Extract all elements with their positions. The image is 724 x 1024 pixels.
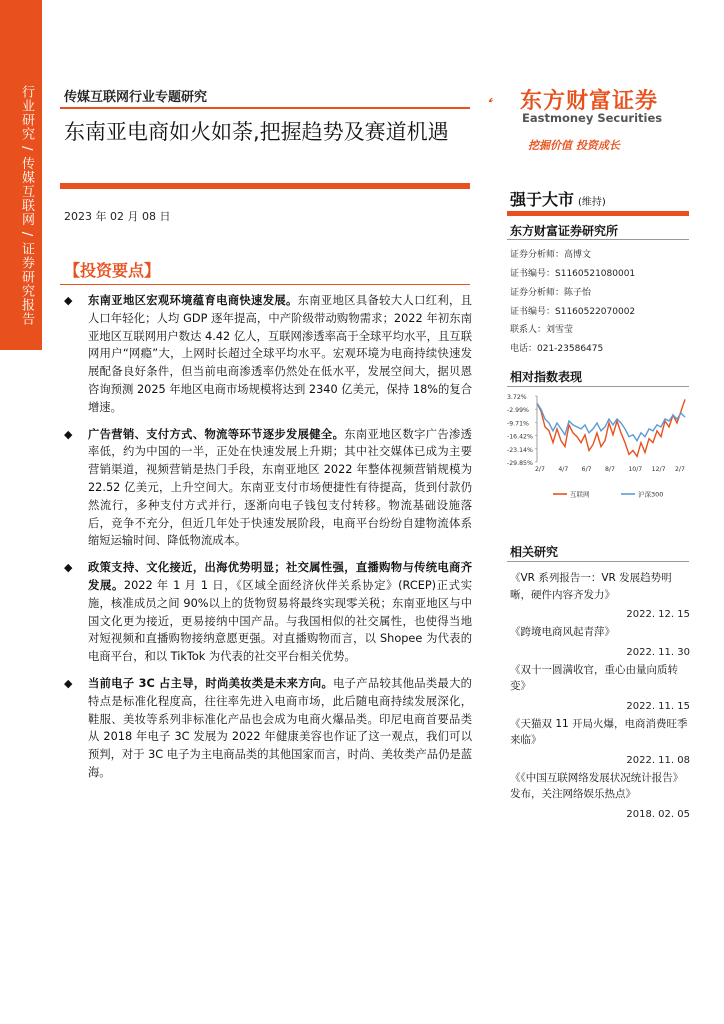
x-tick-label: 8/7 [605,466,615,473]
analyst-line: 证券分析师：高博文 [510,250,592,260]
title-divider [60,183,470,189]
key-point-heading: 政策支持、文化接近，出海优势明显；社交属性强，直播购物与传统电商齐发展。 [88,561,472,592]
key-point [64,292,472,417]
related-list [510,570,690,824]
legend-label: 沪深300 [638,490,664,499]
related-item[interactable] [510,570,690,620]
key-point-text: 电子产品较其他品类最大的特点是标准化程度高，往往率先进入电商市场，此后随电商持续发展深化，鞋服、美妆等系列非标准化产品也会成为电商火爆品类。印尼电商首要品类从 2018 年电子 3C 发展为 2022 年健康美容也作证了这一观点，我们可以预判，对于 3C 电子为主电商品类的其他国家而言，时尚、美妆类产品仍是蓝海。 [88,676,472,779]
analyst-line: 证券分析师：陈子怡 [510,288,592,298]
divider [60,107,470,109]
y-tick-label: -23.14% [507,446,533,454]
brand-logo-icon [488,84,522,118]
key-point-text: 东南亚地区具备较大人口红利，且人口年轻化；人均 GDP 逐年提高，中产阶级带动购物需求；2022 年初东南亚地区互联网用户数达 4.42 亿人，互联网渗透率高于全球平均水平，且互联网用户“网瘾”大，上网时长超过全球平均水平。宏观环境为电商持续快速发展配备良好条件，但当前电商渗透率仍然处在低水平，发展空间大，据贝恩咨询预测 2025 年地区电商市场规模将达到 2340 亿美元，保持 18%的复合增速。 [88,294,472,414]
related-item-date: 2022. 11. 08 [626,754,690,766]
key-point-heading: 当前电子 3C 占主导，时尚美妆类是未来方向。 [88,676,334,690]
key-point-heading: 东南亚地区宏观环境蕴育电商快速发展。 [88,294,298,307]
chart-divider [507,386,689,387]
rating-note: (维持) [578,197,606,208]
report-series: 传媒互联网行业专题研究 [64,90,208,105]
relative-index-title: 相对指数表现 [510,370,583,384]
related-item-title: 《VR 系列报告一：VR 发展趋势明晰，硬件内容齐发力》 [510,572,672,601]
analyst-line: 证书编号：S1160521080001 [510,269,636,279]
legend-label: 互联网 [570,490,590,499]
diamond-icon: ◆ [64,561,73,575]
analyst-line: 证书编号：S1160522070002 [510,307,636,317]
analyst-line: 联系人：刘雪莹 [510,325,574,335]
related-item[interactable] [510,770,690,820]
y-tick-label: -9.71% [507,420,529,428]
series-line [537,399,685,456]
key-point [64,426,472,551]
related-item[interactable] [510,662,690,712]
analyst-line: 电话：021-23586475 [510,344,604,354]
institute-divider [507,239,689,240]
diamond-icon: ◆ [64,427,73,441]
rating-divider [507,211,689,216]
related-item-title: 《天猫双 11 开局火爆，电商消费旺季来临》 [510,717,688,746]
y-tick-label: 3.72% [507,394,527,401]
key-points [64,292,472,791]
key-point-text: 2022 年 1 月 1 日，《区域全面经济伙伴关系协定》(RCEP)正式实施，核准成员之间 90%以上的货物贸易将最终实现零关税；东南亚地区与中国文化更为接近，更易接纳中国产品。与我国相似的社交属性，也使得当地对短视频和直播购物接纳意愿更强。对直播购物而言，以 Shopee 为代表的电商平台，和以 TikTok 为代表的社交平台相关优势。 [88,578,472,664]
sidebar [0,0,42,1024]
key-point-text: 东南亚地区数字广告渗透率低，约为中国的一半，正处在快速发展上升期；其中社交媒体已成为主要营销渠道，视频营销是热门手段，东南亚地区 2022 年整体视频营销规模为 22.52 亿美元，上升空间大。东南亚支付市场便捷性有待提高，货到付款仍然流行，多种支付方式并行，逐渐向电子钱包支付转移。物流基础设施落后，竞争不充分，但近几年处于快速发展阶段，电商平台纷纷自建物流体系缩短运输时间、降低物流成本。 [88,427,472,548]
related-item-title: 《双十一圆满收官，重心由量向质转变》 [510,663,678,692]
related-item-title: 《跨境电商风起青萍》 [510,626,615,638]
x-tick-label: 2/7 [535,466,545,473]
diamond-icon: ◆ [64,294,73,307]
related-item[interactable] [510,624,690,658]
brand-name-en: Eastmoney Securities [522,111,663,125]
brand-name-cn: 东方财富证券 [520,89,659,114]
related-divider [507,561,689,562]
key-point [64,559,472,666]
diamond-icon: ◆ [64,676,73,690]
y-tick-label: -29.85% [507,460,533,467]
brand-slogan: 挖掘价值 投资成长 [528,139,620,152]
rating-label: 强于大市 [510,190,575,209]
key-point-heading: 广告营销、支付方式、物流等环节逐步发展健全。 [88,427,345,441]
related-item-date: 2022. 11. 30 [626,646,690,658]
x-tick-label: 10/7 [628,466,643,473]
related-item-date: 2018. 02. 05 [626,808,690,820]
related-item-title: 《《中国互联网络发展状况统计报告》发布，关注网络娱乐热点》 [510,771,684,800]
related-item-date: 2022. 11. 15 [626,700,690,712]
x-tick-label: 12/7 [651,466,666,473]
page-title: 东南亚电商如火如荼,把握趋势及赛道机遇 [64,120,449,144]
y-tick-label: -16.42% [507,433,533,441]
institute-name: 东方财富证券研究所 [510,224,619,238]
section-divider [60,284,470,285]
relative-index-chart [505,390,691,510]
x-tick-label: 2/7 [675,466,685,473]
section-title: 【投资要点】 [64,261,161,280]
key-point [64,675,472,782]
report-date: 2023 年 02 月 08 日 [64,210,171,223]
rating [510,187,606,210]
sidebar-text: 行业研究 / 传媒互联网 / 证券研究报告 [19,85,34,327]
x-tick-label: 6/7 [581,466,592,473]
related-item[interactable] [510,716,690,766]
y-tick-label: -2.99% [507,407,529,415]
x-tick-label: 4/7 [558,466,569,473]
related-item-date: 2022. 12. 15 [626,609,690,620]
related-title: 相关研究 [510,545,559,559]
